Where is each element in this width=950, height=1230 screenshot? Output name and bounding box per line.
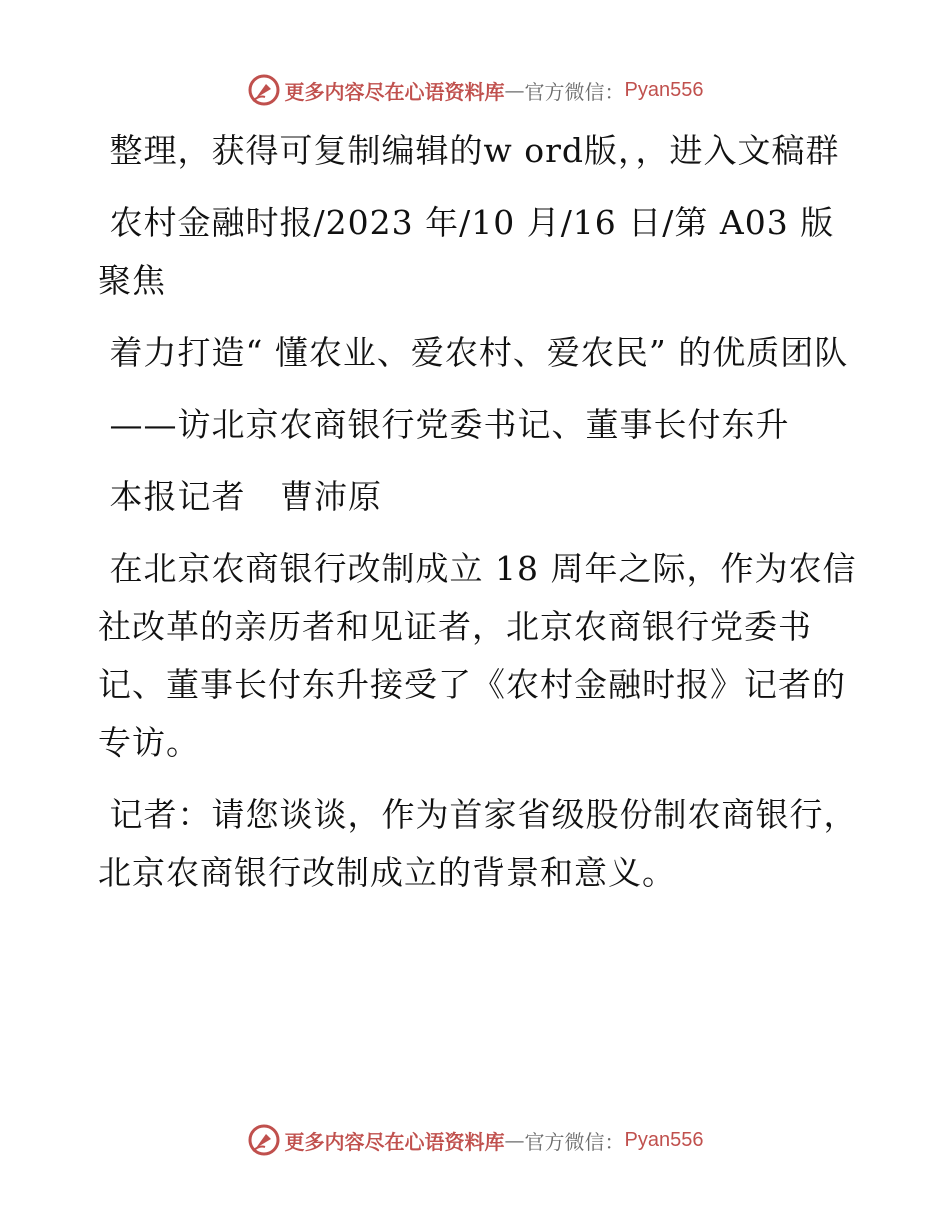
article-subheadline: ——访北京农商银行党委书记、董事长付东升 xyxy=(98,405,790,444)
watermark-main-text: 更多内容尽在心语资料库 xyxy=(284,1129,505,1154)
document-body xyxy=(98,122,858,916)
watermark-sub-text: 官方微信： xyxy=(524,79,625,104)
watermark-dash: — xyxy=(504,78,525,102)
article-byline: 本报记者 曹沛原 xyxy=(98,477,382,516)
interview-question: 记者：请您谈谈，作为首家省级股份制农商银行，北京农商银行改制成立的背景和意义。 xyxy=(98,795,858,892)
pen-nib-logo-icon xyxy=(247,1123,281,1157)
paragraph-intro: 整理，获得可复制编辑的w ord版，，进入文稿群 xyxy=(98,131,840,170)
watermark-main-text: 更多内容尽在心语资料库 xyxy=(284,79,505,104)
pen-nib-logo-icon xyxy=(247,73,281,107)
article-lead-paragraph: 在北京农商银行改制成立 18 周年之际，作为农信社改革的亲历者和见证者，北京农商银行党委书记、董事长付东升接受了《农村金融时报》记者的专访。 xyxy=(98,549,857,762)
article-headline: 着力打造“ 懂农业、爱农村、爱农民” 的优质团队 xyxy=(98,333,849,372)
header-watermark xyxy=(0,70,950,110)
watermark-wechat-id: Pyan556 xyxy=(624,1128,704,1151)
paragraph-source: 农村金融时报/2023 年/10 月/16 日/第 A03 版聚焦 xyxy=(98,203,835,300)
watermark-sub-text: 官方微信： xyxy=(524,1129,625,1154)
watermark-wechat-id: Pyan556 xyxy=(624,78,704,101)
footer-watermark xyxy=(0,1120,950,1160)
watermark-dash: — xyxy=(504,1128,525,1152)
